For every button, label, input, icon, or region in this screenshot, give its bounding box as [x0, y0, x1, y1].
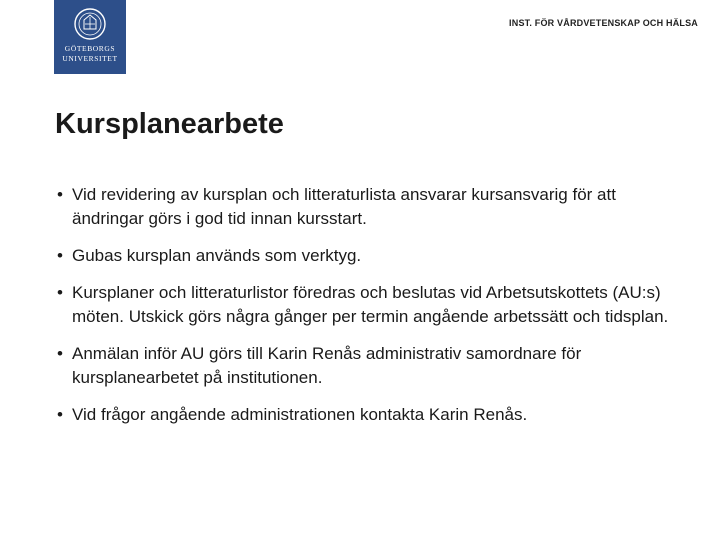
bullet-item: • Gubas kursplan används som verktyg. — [55, 244, 675, 268]
logo-text-line1: GÖTEBORGS — [64, 44, 116, 53]
logo-text-line2: UNIVERSITET — [62, 54, 118, 63]
bullet-item: • Anmälan inför AU görs till Karin Renås administrativ samordnare för kursplanearbetet på institutionen. — [55, 342, 675, 390]
bullet-list — [55, 183, 675, 440]
slide-title: Kursplanearbete — [55, 108, 284, 140]
department-header: INST. FÖR VÅRDVETENSKAP OCH HÄLSA — [509, 18, 698, 28]
bullet-item: • Kursplaner och litteraturlistor föredras och beslutas vid Arbetsutskottets (AU:s) möten. Utskick görs några gånger per termin angående arbetssätt och tidsplan. — [55, 281, 675, 329]
bullet-item: • Vid frågor angående administrationen kontakta Karin Renås. — [55, 403, 675, 427]
university-logo — [54, 0, 126, 74]
bullet-item: • Vid revidering av kursplan och litteraturlista ansvarar kursansvarig för att ändringar görs i god tid innan kursstart. — [55, 183, 675, 231]
